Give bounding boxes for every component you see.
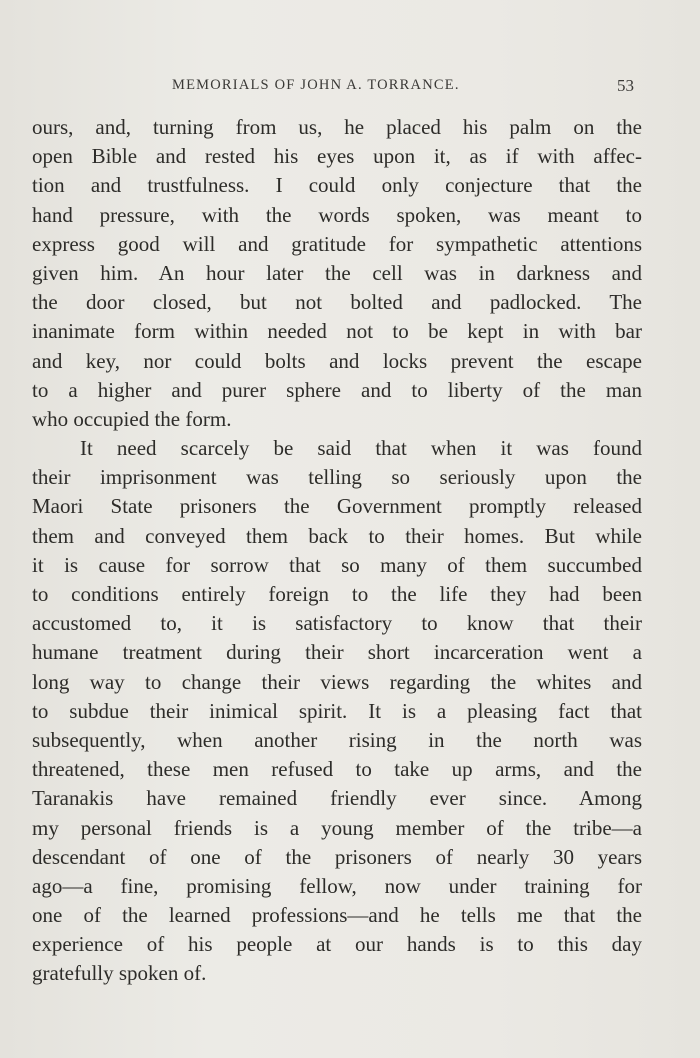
body-text bbox=[32, 113, 642, 989]
text-line: express good will and gratitude for sympathetic attentions bbox=[32, 231, 642, 256]
page-number: 53 bbox=[617, 76, 634, 95]
text-line: ago—a fine, promising fellow, now under training for bbox=[32, 873, 642, 898]
text-line: open Bible and rested his eyes upon it, as if with affec- bbox=[32, 144, 642, 169]
text-line: it is cause for sorrow that so many of them succumbed bbox=[32, 552, 642, 577]
text-line: gratefully spoken of. bbox=[32, 961, 207, 986]
text-line: Maori State prisoners the Government promptly released bbox=[32, 494, 642, 519]
text-line: humane treatment during their short incarceration went a bbox=[32, 640, 642, 665]
text-line: to conditions entirely foreign to the life they had been bbox=[32, 582, 642, 606]
text-line: experience of his people at our hands is to this day bbox=[32, 932, 642, 957]
text-line: their imprisonment was telling so seriously upon the bbox=[32, 465, 642, 490]
text-line: them and conveyed them back to their homes. But while bbox=[32, 523, 642, 548]
text-line: to a higher and purer sphere and to liberty of the man bbox=[32, 377, 642, 402]
text-line: threatened, these men refused to take up arms, and the bbox=[32, 757, 642, 782]
text-line: Taranakis have remained friendly ever since. Among bbox=[32, 786, 642, 811]
text-line: accustomed to, it is satisfactory to know that their bbox=[32, 611, 642, 636]
paragraph-2 bbox=[32, 434, 642, 989]
text-line: inanimate form within needed not to be kept in with bar bbox=[32, 319, 642, 344]
text-line: who occupied the form. bbox=[32, 406, 232, 431]
text-line: the door closed, but not bolted and padlocked. The bbox=[32, 290, 642, 315]
text-line: long way to change their views regarding the whites and bbox=[32, 669, 642, 694]
text-line: my personal friends is a young member of the tribe—a bbox=[32, 815, 642, 840]
text-line: ours, and, turning from us, he placed his palm on the bbox=[32, 115, 642, 139]
running-header bbox=[32, 77, 642, 99]
paragraph-1 bbox=[32, 113, 642, 434]
running-title: MEMORIALS OF JOHN A. TORRANCE. bbox=[172, 77, 460, 93]
text-line: and key, nor could bolts and locks prevent the escape bbox=[32, 348, 642, 373]
text-line: hand pressure, with the words spoken, was meant to bbox=[32, 202, 642, 227]
text-line: to subdue their inimical spirit. It is a pleasing fact that bbox=[32, 698, 642, 723]
text-line: descendant of one of the prisoners of nearly 30 years bbox=[32, 844, 642, 869]
text-line: given him. An hour later the cell was in darkness and bbox=[32, 260, 642, 285]
text-line: one of the learned professions—and he tells me that the bbox=[32, 903, 642, 928]
text-line: It need scarcely be said that when it was found bbox=[80, 436, 642, 461]
text-line: subsequently, when another rising in the north was bbox=[32, 727, 642, 752]
text-line: tion and trustfulness. I could only conjecture that the bbox=[32, 173, 642, 198]
